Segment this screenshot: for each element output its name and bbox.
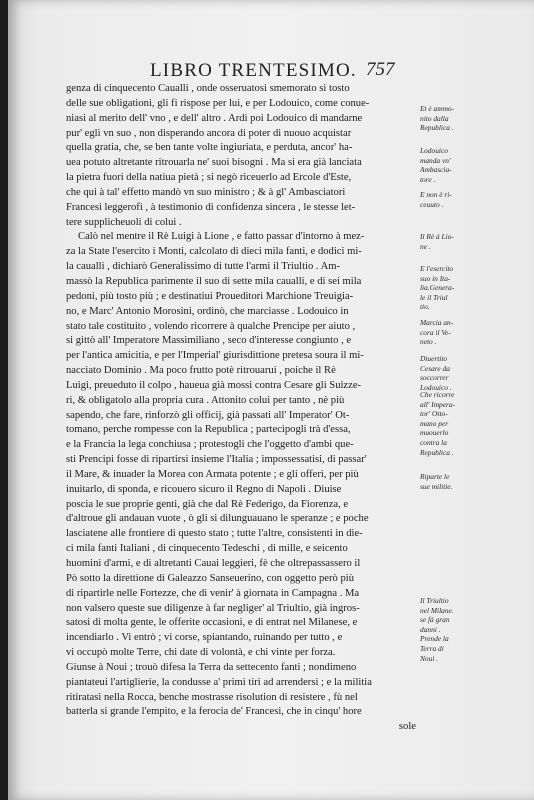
margin-note-line: se fà gran — [420, 615, 450, 625]
text-line: si gittò all' Imperatore Massimiliano , seco d'interesse congiunto , e — [66, 335, 352, 347]
margin-note-line: contra la — [420, 437, 447, 447]
text-line: no, e Marc' Antonio Morosini, ordinò, che marciasse . Lodouico in — [66, 305, 349, 317]
text-line: batterla si grande l'empito, e la ferocia de' Francesi, che in cinqu' hore — [66, 706, 362, 718]
text-line: tomano, perche rompesse con la Republica ; partecipogli trà d'essa, — [66, 424, 351, 436]
main-text-block — [66, 82, 422, 735]
margin-note-line: Che ricorre — [420, 390, 455, 399]
text-line: lasciatene alle frontiere di questo stato ; tutte l'altre, consistenti in die- — [66, 528, 363, 540]
text-line: inuitarlo, di sponda, e ricouero sicuro il Regno di Napoli . Diuise — [66, 483, 342, 495]
text-line: che qui à tal' effetto mandò vn suo ministro ; & à gl' Ambasciatori — [66, 186, 346, 198]
text-line: tere supplicheuoli di colui . — [66, 216, 182, 228]
margin-note-line: Ambascia- — [420, 165, 452, 175]
margin-note — [420, 264, 486, 312]
margin-note-line: Et è ammo- — [420, 104, 455, 113]
margin-note-line: Noui . — [420, 653, 439, 663]
text-line: genza di cinquecento Caualli , onde osseruatosi smemorato si tosto — [66, 83, 350, 94]
text-line: ci mila fanti Italiani , di cinquecento Tedeschi , di mille, e seicento — [66, 543, 348, 555]
margin-note-line: soccorrer — [420, 373, 449, 383]
text-line: Calò nel mentre il Rè Luigi à Lione , e fatto passar d'intorno à mez- — [78, 231, 365, 243]
catchword: sole — [398, 721, 416, 733]
text-line: la pietra fuori della natiua pietà ; si negò riceuerlo ad Ercole d'Este, — [66, 172, 352, 184]
text-line: sapendo, che fare, rinforzò gli officij, già passati all' Imperator' Ot- — [66, 409, 350, 421]
margin-note-line: le il Triul — [420, 292, 448, 302]
margin-note-line: nel Milane. — [420, 605, 454, 615]
running-title: LIBRO TRENTESIMO. — [150, 60, 357, 81]
margin-note-line: tio. — [420, 302, 430, 312]
text-line: pedoni, più tosto più ; e destinatiui Proueditori Marchione Treuigia- — [66, 290, 354, 302]
margin-note-line: lia.Genera- — [420, 283, 455, 293]
text-line: poscia le sue proprie genti, già che dal Rè Federigo, da Fiorenza, e — [66, 498, 349, 510]
text-line: per l'antica amicitia, e per l'Imperial' giurisdittione pretesa soura il mi- — [66, 350, 364, 362]
margin-note-line: Lodouico . — [420, 382, 452, 392]
margin-note-line: Lodouico — [420, 146, 448, 155]
margin-note — [420, 318, 486, 347]
margin-note-line: ne . — [420, 241, 431, 251]
margin-note-line: Prende la — [420, 634, 449, 644]
margin-note-line: ceuuto . — [420, 199, 444, 209]
margin-note-line: muouerlo — [420, 428, 449, 438]
margin-note-line: E non è ri- — [420, 190, 452, 199]
text-line: piantateui l'artiglierie, la condusse a' primi tiri ad arrendersi ; e la militia — [66, 676, 372, 688]
text-line: il Mare, & inuader la Morea con Armata potente ; e gli offerì, per più — [66, 468, 359, 480]
margin-note-line: all' Impera- — [420, 399, 456, 409]
margin-note-line: neto . — [420, 337, 437, 347]
text-line: satosi di molta gente, le offerite occasioni, e di entrat nel Milanese, e — [66, 617, 358, 629]
text-line: la caualli , dichiarò Generalissimo di tutte l'armi il Triultio . Am- — [66, 261, 341, 273]
margin-note — [420, 472, 486, 491]
margin-note — [420, 190, 486, 209]
text-line: ritiratasi nella Rocca, benche mostrasse risolution di resistere , fù nel — [66, 691, 358, 703]
margin-note — [420, 146, 486, 184]
margin-note-line: Il Rè à Lio- — [420, 232, 454, 241]
text-line: vi occupò molte Terre, chi date di volontà, e chi vinte per forza. — [66, 647, 336, 659]
text-line: e la Francia la lega conchiusa ; protestogli che l'oggetto d'ambi que- — [66, 439, 354, 451]
text-line: pur' egli vn suo , non disperando ancora di poter di nuouo acquistar — [66, 127, 352, 139]
text-line: Luigi, preueduto il colpo , haueua già mossi contra Cesare gli Suizze- — [66, 379, 362, 391]
text-line: quella gratia, che, se ben tante volte ingiuriata, e perduta, ancor' ha- — [66, 142, 353, 154]
margin-note-line: Cesare da — [420, 363, 450, 373]
margin-note-line: Il Triultio — [420, 596, 449, 605]
margin-note-line: E l'esercito — [420, 264, 454, 273]
margin-note-line: tor' Otto- — [420, 409, 448, 419]
margin-note-line: manda vn' — [420, 155, 451, 165]
margin-note — [420, 596, 486, 663]
margin-note — [420, 354, 486, 392]
text-line: delle sue obligationi, gli fi rispose per lui, e per Lodouico, come conue- — [66, 97, 370, 109]
book-page — [8, 0, 534, 800]
margin-note — [420, 390, 486, 457]
page-header — [136, 60, 456, 84]
page-number: 757 — [366, 59, 395, 80]
text-line: d'altroue gli andauan vuote , ò gli si dilunguauano le speranze ; e poche — [66, 513, 369, 525]
text-line: uea potuto altretante ritrouarla ne' suoi bisogni . Ma si era già lanciata — [66, 157, 362, 169]
text-line: Pò sotto la direttione di Galeazzo Sanseuerino, con oggetto però più — [66, 572, 355, 584]
text-line: huomini d'armi, e di altretanti Cauai leggieri, fè che oltrepassassero il — [66, 558, 361, 569]
margin-note-line: sue militie. — [420, 481, 453, 491]
margin-note — [420, 104, 486, 133]
text-line: niasi al merito dell' vno , e dell' altro . Ardì poi Lodouico di mandarne — [66, 112, 363, 124]
text-line: sti Prencipi fosse di ripartirsi insieme l'Italia ; impossessatisi, di passar' — [66, 454, 367, 466]
margin-note-line: danni . — [420, 624, 441, 634]
margin-note-line: Diuertito — [420, 354, 448, 363]
text-line: massò la Republica parimente il suo di sette mila caualli, e di sei mila — [66, 275, 362, 287]
margin-note-line: tore . — [420, 174, 436, 184]
margin-note-line: suo in Ita- — [420, 273, 451, 283]
text-line: Francesi leggerofi , à testimonio di confidenza sincera , le stesse let- — [66, 201, 356, 213]
margin-note-line: Terra di — [420, 643, 444, 653]
text-line: za la State l'esercito i Monti, calcolato di dieci mila fanti, e dodici mi- — [66, 246, 362, 258]
text-line: di ripartirle nelle Fortezze, che di venir' à giornata in Campagna . Ma — [66, 587, 360, 599]
margin-note-line: Marcia an- — [420, 318, 454, 327]
text-line: non valsero queste sue diligenze à far negliger' al Triultio, già ingros- — [66, 602, 360, 614]
margin-note — [420, 232, 486, 251]
text-line: nacciato Dominio . Ma poco frutto potè ritrouarui , poiche il Rè — [66, 365, 336, 377]
margin-note-line: mano per — [420, 418, 449, 428]
margin-note-line: Republica . — [420, 447, 454, 457]
margin-note-line: Riparte le — [420, 472, 450, 481]
margin-note-line: Republica . — [420, 123, 454, 133]
text-line: incendiarlo . Vi entrò ; vi corse, spiantando, ruinando per tutto , e — [66, 632, 343, 644]
text-line: stato tale costituito , volendo ricorrere à qualche Prencipe per aiuto , — [66, 320, 356, 332]
text-line: Giunse à Noui ; trouò difesa la Terra da settecento fanti ; nondimeno — [66, 661, 357, 673]
text-line: ri, & obligatolo alla propria cura . Attonito colui per tanto , nè più — [66, 394, 345, 406]
margin-note-line: cora il Ve- — [420, 327, 451, 337]
margin-note-line: nito dalla — [420, 113, 449, 123]
